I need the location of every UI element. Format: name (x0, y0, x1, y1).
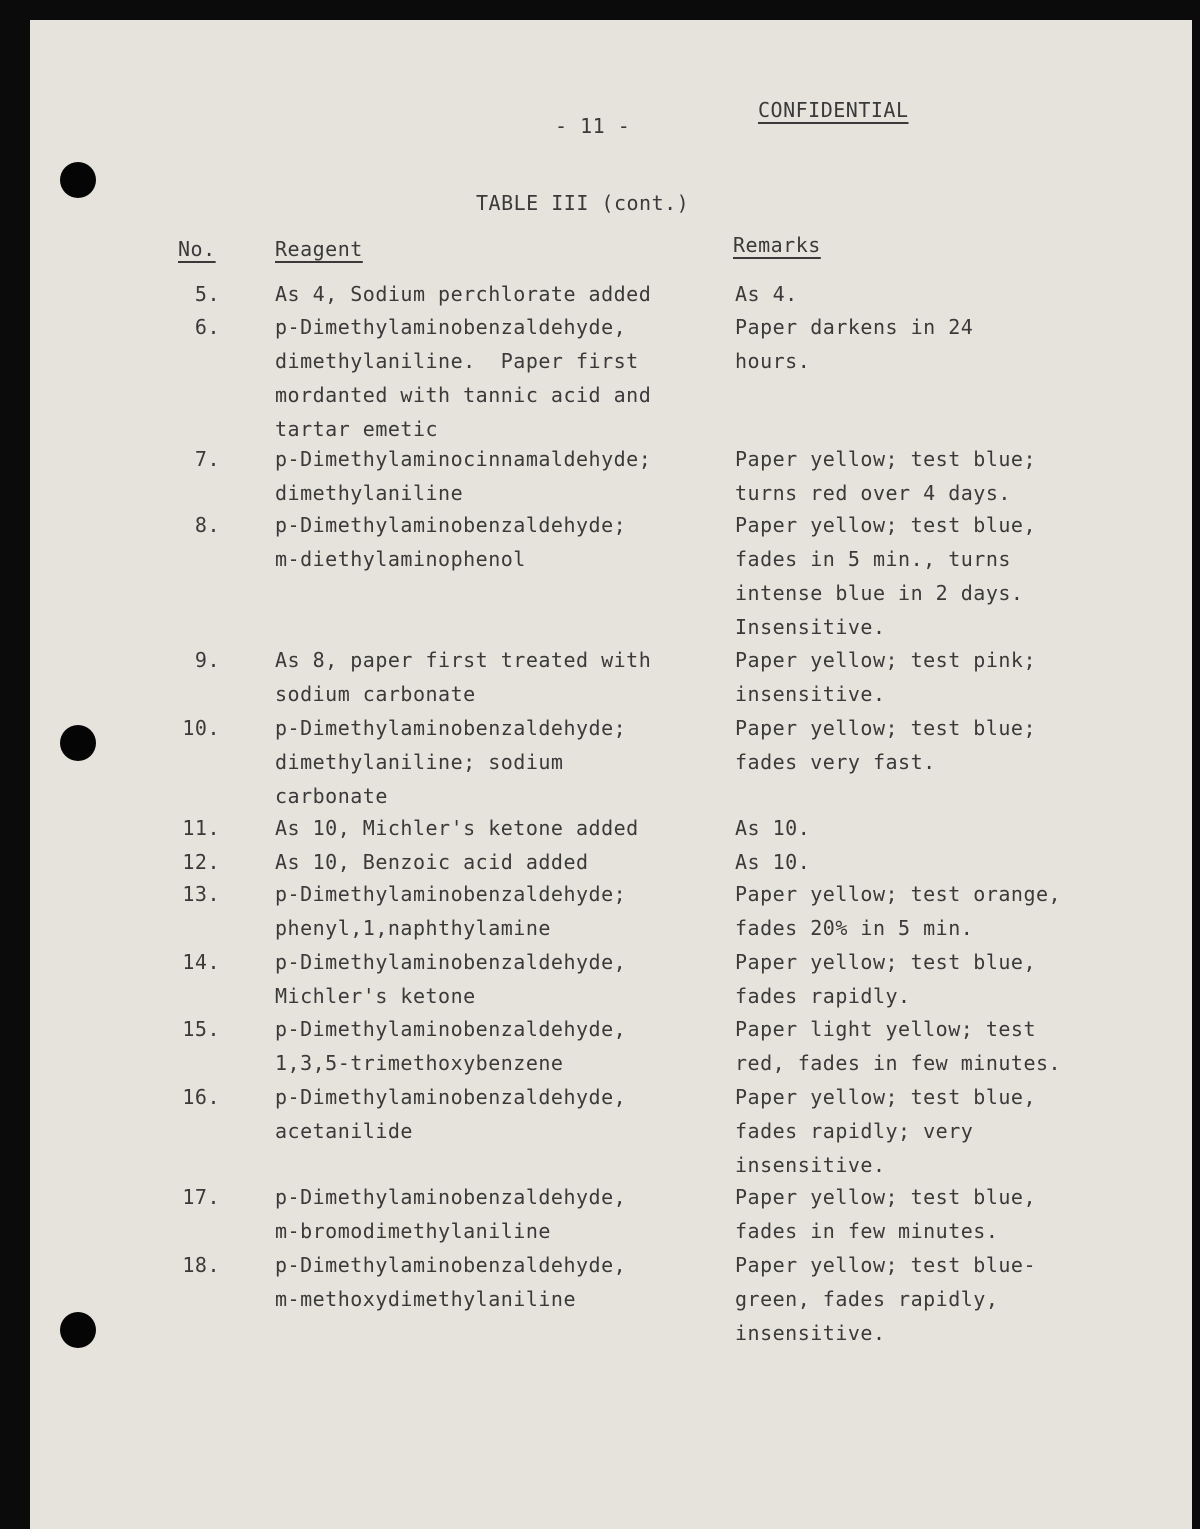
row-number: 9. (194, 648, 220, 672)
remarks-line: As 4. (735, 282, 798, 306)
reagent-line: mordanted with tannic acid and (275, 383, 652, 407)
row-number: 15. (182, 1017, 220, 1041)
reagent-line: m-diethylaminophenol (275, 547, 526, 571)
reagent-line: p-Dimethylaminobenzaldehyde, (275, 1017, 627, 1041)
reagent-cell (275, 811, 639, 845)
column-header-remarks: Remarks (733, 233, 821, 257)
reagent-cell (275, 643, 651, 711)
punch-hole (60, 162, 96, 198)
remarks-line: fades rapidly. (735, 984, 911, 1008)
remarks-cell (735, 442, 1036, 510)
reagent-line: p-Dimethylaminobenzaldehyde, (275, 1085, 627, 1109)
remarks-cell (735, 945, 1036, 1013)
reagent-line: As 4, Sodium perchlorate added (275, 282, 652, 306)
row-number: 10. (182, 716, 220, 740)
remarks-line: Insensitive. (735, 615, 886, 639)
reagent-line: p-Dimethylaminobenzaldehyde, (275, 1185, 627, 1209)
remarks-cell (735, 508, 1036, 644)
reagent-cell (275, 1248, 626, 1316)
reagent-line: carbonate (275, 784, 388, 808)
remarks-line: As 10. (735, 850, 811, 874)
remarks-line: Paper yellow; test orange, (735, 882, 1062, 906)
reagent-line: m-methoxydimethylaniline (275, 1287, 576, 1311)
remarks-line: green, fades rapidly, (735, 1287, 999, 1311)
remarks-line: fades in few minutes. (735, 1219, 999, 1243)
reagent-line: 1,3,5-trimethoxybenzene (275, 1051, 564, 1075)
remarks-cell (735, 1012, 1061, 1080)
remarks-cell (735, 277, 798, 311)
remarks-line: turns red over 4 days. (735, 481, 1011, 505)
remarks-line: fades rapidly; very (735, 1119, 974, 1143)
reagent-cell (275, 945, 626, 1013)
row-number: 8. (194, 513, 220, 537)
reagent-line: sodium carbonate (275, 682, 476, 706)
remarks-cell (735, 310, 973, 378)
reagent-line: p-Dimethylaminobenzaldehyde; (275, 513, 627, 537)
row-number: 14. (182, 950, 220, 974)
reagent-line: tartar emetic (275, 417, 439, 441)
remarks-line: Paper yellow; test blue- (735, 1253, 1036, 1277)
reagent-line: dimethylaniline. Paper first (275, 349, 639, 373)
reagent-cell (275, 1080, 626, 1148)
row-number: 5. (194, 282, 220, 306)
reagent-line: p-Dimethylaminobenzaldehyde, (275, 950, 627, 974)
reagent-line: phenyl,1,naphthylamine (275, 916, 551, 940)
reagent-cell (275, 711, 626, 813)
remarks-line: fades in 5 min., turns (735, 547, 1011, 571)
remarks-line: fades 20% in 5 min. (735, 916, 974, 940)
remarks-line: insensitive. (735, 1321, 886, 1345)
reagent-cell (275, 310, 651, 446)
remarks-cell (735, 877, 1061, 945)
reagent-line: As 10, Michler's ketone added (275, 816, 639, 840)
row-number: 18. (182, 1253, 220, 1277)
reagent-line: dimethylaniline; sodium (275, 750, 564, 774)
reagent-cell (275, 877, 626, 945)
remarks-line: As 10. (735, 816, 811, 840)
row-number: 6. (194, 315, 220, 339)
classification-label: CONFIDENTIAL (758, 98, 909, 122)
page-number: - 11 - (555, 114, 631, 138)
remarks-cell (735, 811, 810, 845)
remarks-line: red, fades in few minutes. (735, 1051, 1062, 1075)
row-number: 16. (182, 1085, 220, 1109)
remarks-cell (735, 711, 1036, 779)
remarks-line: Paper darkens in 24 (735, 315, 974, 339)
remarks-line: Paper light yellow; test (735, 1017, 1036, 1041)
remarks-line: Paper yellow; test pink; (735, 648, 1036, 672)
remarks-cell (735, 643, 1036, 711)
reagent-cell (275, 442, 651, 510)
remarks-cell (735, 845, 810, 879)
remarks-line: Paper yellow; test blue, (735, 513, 1036, 537)
remarks-line: Paper yellow; test blue, (735, 1185, 1036, 1209)
remarks-line: Paper yellow; test blue, (735, 950, 1036, 974)
row-number: 17. (182, 1185, 220, 1209)
reagent-line: m-bromodimethylaniline (275, 1219, 551, 1243)
reagent-line: p-Dimethylaminobenzaldehyde, (275, 315, 627, 339)
reagent-line: As 10, Benzoic acid added (275, 850, 589, 874)
reagent-line: Michler's ketone (275, 984, 476, 1008)
punch-hole (60, 1312, 96, 1348)
reagent-line: dimethylaniline (275, 481, 464, 505)
reagent-line: p-Dimethylaminobenzaldehyde, (275, 1253, 627, 1277)
reagent-line: p-Dimethylaminobenzaldehyde; (275, 716, 627, 740)
row-number: 12. (182, 850, 220, 874)
remarks-cell (735, 1080, 1036, 1182)
reagent-cell (275, 277, 651, 311)
remarks-line: hours. (735, 349, 811, 373)
row-number: 11. (182, 816, 220, 840)
reagent-line: p-Dimethylaminobenzaldehyde; (275, 882, 627, 906)
remarks-line: intense blue in 2 days. (735, 581, 1024, 605)
remarks-line: insensitive. (735, 682, 886, 706)
remarks-line: Paper yellow; test blue; (735, 716, 1036, 740)
reagent-line: p-Dimethylaminocinnamaldehyde; (275, 447, 652, 471)
remarks-line: insensitive. (735, 1153, 886, 1177)
column-header-no: No. (178, 237, 216, 261)
remarks-line: Paper yellow; test blue; (735, 447, 1036, 471)
reagent-cell (275, 845, 589, 879)
remarks-cell (735, 1248, 1036, 1350)
table-title: TABLE III (cont.) (476, 191, 690, 215)
remarks-line: Paper yellow; test blue, (735, 1085, 1036, 1109)
reagent-cell (275, 508, 626, 576)
reagent-line: As 8, paper first treated with (275, 648, 652, 672)
remarks-line: fades very fast. (735, 750, 936, 774)
column-header-reagent: Reagent (275, 237, 363, 261)
reagent-cell (275, 1012, 626, 1080)
reagent-line: acetanilide (275, 1119, 413, 1143)
remarks-cell (735, 1180, 1036, 1248)
reagent-cell (275, 1180, 626, 1248)
row-number: 13. (182, 882, 220, 906)
row-number: 7. (194, 447, 220, 471)
